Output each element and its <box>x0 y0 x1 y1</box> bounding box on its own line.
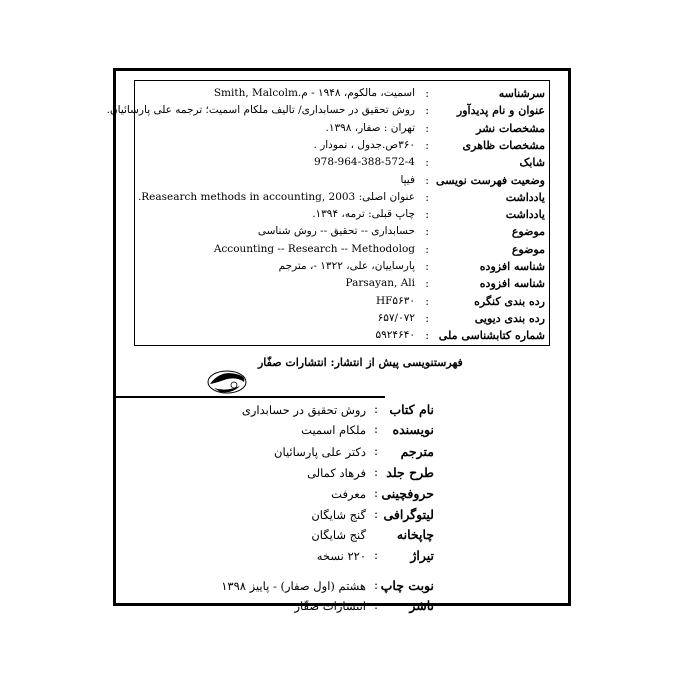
cip-field-value: پارساییان، علی، ۱۳۲۲ -، مترجم <box>278 260 415 272</box>
cip-field-value: روش تحقیق در حسابداری/ تالیف ملکام اسمیت؛ ترجمه علی پارسائیان. <box>106 104 415 117</box>
cip-field-value: 978-964-388-572-4 <box>313 156 415 169</box>
book-info-row <box>113 422 571 444</box>
cip-field-value: تهران : صفار، ۱۳۹۸. <box>325 121 415 134</box>
cip-field-label: شابک <box>519 156 545 170</box>
book-info-label: مترجم <box>400 444 434 459</box>
cip-colon: : <box>425 190 429 204</box>
book-info-value: انتشارات صفّار <box>294 599 366 613</box>
book-info-value: فرهاد کمالی <box>307 466 366 480</box>
cip-field-label: شناسه افزوده <box>479 260 545 273</box>
cip-field-label: مشخصات ظاهری <box>462 138 545 152</box>
cip-field-label: موضوع <box>511 242 545 256</box>
book-info-label: ناشر <box>409 598 434 613</box>
cip-field-value: ۵۹۲۴۶۴۰ <box>375 329 415 342</box>
cip-field-label: یادداشت <box>505 208 545 222</box>
book-info-label: لیتوگرافی <box>383 507 434 522</box>
cip-field-value: HF۵۶۳۰ <box>375 294 415 307</box>
book-info-row <box>113 527 571 549</box>
cip-field-value: Accounting -- Research -- Methodolog <box>213 242 415 255</box>
book-info-section <box>113 402 571 613</box>
book-info-colon: : <box>373 486 378 500</box>
cip-field-value: اسمیت، مالکوم، ۱۹۴۸ - م.Smith, Malcolm <box>213 87 415 99</box>
book-info-label: طرح جلد <box>386 465 434 480</box>
book-info-row <box>113 486 571 508</box>
cip-field-label: شناسه افزوده <box>479 277 545 291</box>
book-info-colon: : <box>373 422 378 436</box>
book-info-label: چاپخانه <box>396 527 434 542</box>
cip-colon: : <box>425 121 429 135</box>
cip-field-value: ۶۵۷/۰۷۲ <box>377 311 415 324</box>
book-info-label: نویسنده <box>392 422 434 437</box>
book-info-value: روش تحقیق در حسابداری <box>241 403 366 417</box>
book-info-colon: : <box>373 578 378 592</box>
cip-field-value: فیپا <box>400 173 415 186</box>
cip-colon: : <box>425 225 429 239</box>
book-info-value: دکتر علی پارسائیان <box>274 445 366 459</box>
section-divider <box>113 396 385 398</box>
cip-field-value: چاپ قبلی: ترمه، ۱۳۹۴. <box>312 208 415 221</box>
book-info-value: گنج شایگان <box>311 528 366 542</box>
cip-row <box>135 329 549 349</box>
cip-field-label: وضعیت فهرست نویسی <box>436 173 545 187</box>
book-info-colon: : <box>373 507 378 521</box>
cip-colon: : <box>425 242 429 256</box>
book-info-label: تیراژ <box>410 548 434 563</box>
cip-field-label: موضوع <box>511 225 545 239</box>
book-info-row <box>113 444 571 466</box>
book-info-colon: : <box>373 465 378 479</box>
book-info-value: ملکام اسمیت <box>301 423 366 437</box>
cip-colon: : <box>425 138 429 152</box>
cip-field-label: یادداشت <box>505 190 545 204</box>
cip-colon: : <box>425 329 429 343</box>
book-info-row <box>113 598 571 620</box>
cip-colon: : <box>425 156 429 170</box>
book-info-colon: : <box>373 548 378 562</box>
book-info-value: گنج شایگان <box>311 508 366 522</box>
book-info-row <box>113 548 571 570</box>
book-info-label: حروفچینی <box>381 486 434 501</box>
cip-field-label: رده بندی دیویی <box>474 311 545 325</box>
cip-colon: : <box>425 208 429 222</box>
cip-field-label: عنوان و نام پدیدآور <box>456 104 545 118</box>
book-info-row <box>113 465 571 487</box>
book-info-label: نوبت چاپ <box>380 578 434 593</box>
cip-field-value: Parsayan, Ali <box>345 277 415 290</box>
book-info-colon: : <box>373 402 378 416</box>
book-info-colon: : <box>373 444 378 458</box>
book-info-row <box>113 578 571 600</box>
book-info-value: ۲۲۰ نسخه <box>316 549 366 563</box>
cip-field-value: ۳۶۰ص.جدول ، نمودار . <box>313 138 415 151</box>
book-info-colon: : <box>373 598 378 612</box>
cip-record-box <box>106 80 550 346</box>
cip-colon: : <box>425 260 429 273</box>
cip-footer-title: فهرستنویسی پیش از انتشار: انتشارات صفّار <box>258 356 463 369</box>
publisher-logo-icon <box>206 364 248 396</box>
book-info-label: نام کتاب <box>389 402 434 417</box>
book-info-value: معرفت <box>331 487 366 501</box>
cip-colon: : <box>425 277 429 291</box>
cip-field-label: رده بندی کنگره <box>474 294 545 308</box>
cip-colon: : <box>425 294 429 308</box>
cip-field-label: سرشناسه <box>498 87 545 100</box>
cip-colon: : <box>425 311 429 325</box>
cip-field-label: مشخصات نشر <box>476 121 545 135</box>
cip-field-value: عنوان اصلی: Reasearch methods in accounting, 2003. <box>137 190 415 203</box>
cip-field-label: شماره کتابشناسی ملی <box>438 329 545 343</box>
cip-field-value: حسابداری -- تحقیق -- روش شناسی <box>257 225 415 238</box>
cip-colon: : <box>425 104 429 118</box>
book-info-value: هشتم (اول صفار) - پاییز ۱۳۹۸ <box>221 579 366 593</box>
book-info-row <box>113 507 571 529</box>
cip-colon: : <box>425 87 429 100</box>
book-info-row <box>113 402 571 424</box>
cip-colon: : <box>425 173 429 187</box>
